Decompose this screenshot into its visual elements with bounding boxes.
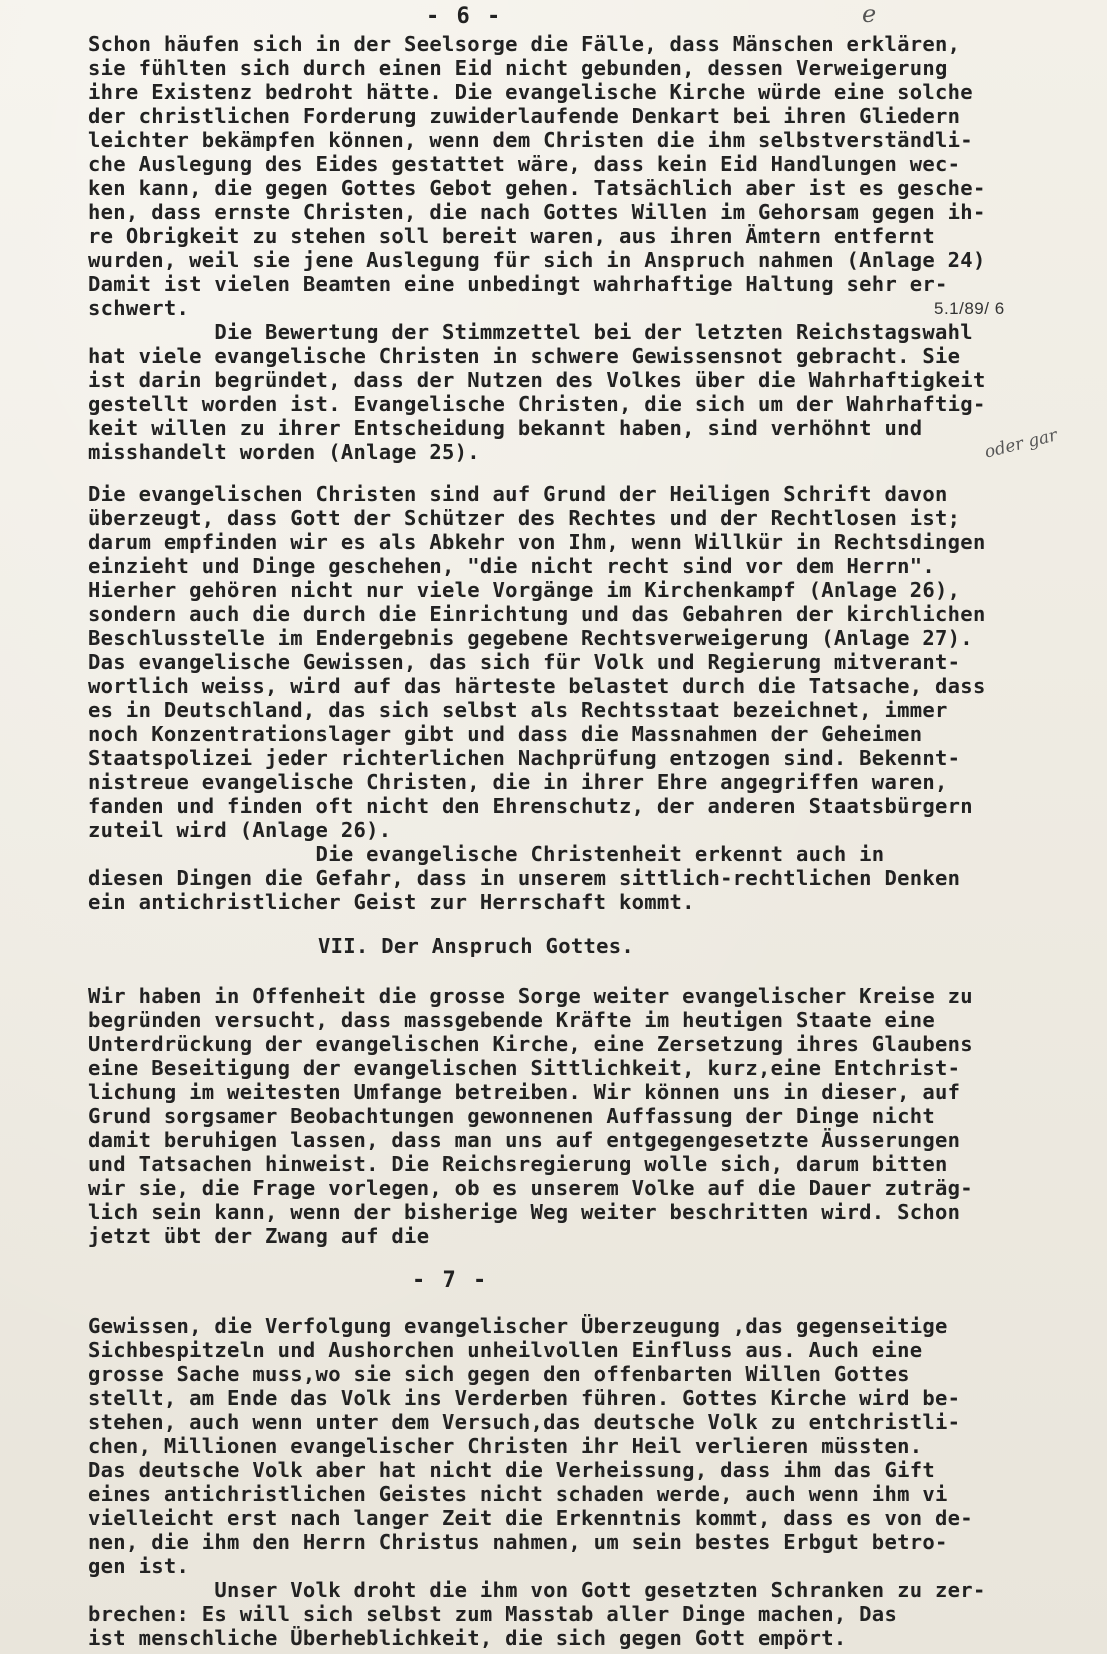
text-line: eines antichristlichen Geistes nicht schaden werde, auch wenn ihm vi — [88, 1482, 948, 1506]
text-line: leichter bekämpfen können, wenn dem Christen die ihm selbstverständli- — [88, 128, 973, 152]
text-line: damit beruhigen lassen, dass man uns auf entgegengesetzte Äusserungen — [88, 1128, 961, 1152]
section-heading: VII. Der Anspruch Gottes. — [318, 934, 635, 958]
text-line: Die Bewertung der Stimmzettel bei der letzten Reichstagswahl — [88, 320, 973, 344]
text-line: stellt, am Ende das Volk ins Verderben führen. Gottes Kirche wird be- — [88, 1386, 961, 1410]
text-line: chen, Millionen evangelischer Christen ihr Heil verlieren müssten. — [88, 1434, 923, 1458]
text-line: vielleicht erst nach langer Zeit die Erkenntnis kommt, dass es von de- — [88, 1506, 973, 1530]
text-line: Staatspolizei jeder richterlichen Nachprüfung entzogen sind. Bekennt- — [88, 746, 961, 770]
text-line: fanden und finden oft nicht den Ehrenschutz, der anderen Staatsbürgern — [88, 794, 973, 818]
text-line: Hierher gehören nicht nur viele Vorgänge im Kirchenkampf (Anlage 26), — [88, 578, 961, 602]
text-line: eine Beseitigung der evangelischen Sittlichkeit, kurz,eine Entchrist- — [88, 1056, 961, 1080]
text-line: ein antichristlicher Geist zur Herrschaft kommt. — [88, 890, 695, 914]
text-line: schwert. — [88, 296, 190, 320]
text-line: zuteil wird (Anlage 26). — [88, 818, 392, 842]
handwritten-margin-note: oder gar — [982, 425, 1060, 463]
text-line: begründen versucht, dass massgebende Kräfte im heutigen Staate eine — [88, 1008, 936, 1032]
text-line: stehen, auch wenn unter dem Versuch,das deutsche Volk zu entchristli- — [88, 1410, 961, 1434]
text-line: brechen: Es will sich selbst zum Masstab aller Dinge machen, Das — [88, 1602, 898, 1626]
text-line: es in Deutschland, das sich selbst als Rechtsstaat bezeichnet, immer — [88, 698, 948, 722]
handwritten-correction: e — [862, 0, 877, 28]
text-line: Beschlusstelle im Endergebnis gegebene Rechtsverweigerung (Anlage 27). — [88, 626, 973, 650]
text-line: jetzt übt der Zwang auf die — [88, 1224, 430, 1248]
text-line: Wir haben in Offenheit die grosse Sorge weiter evangelischer Kreise zu — [88, 984, 973, 1008]
text-line: sondern auch die durch die Einrichtung und das Gebahren der kirchlichen — [88, 602, 986, 626]
text-line: der christlichen Forderung zuwiderlaufende Denkart bei ihren Gliedern — [88, 104, 961, 128]
archive-stamp: 5.1/89/ 6 — [934, 299, 1005, 318]
text-line: hat viele evangelische Christen in schwere Gewissensnot gebracht. Sie — [88, 344, 961, 368]
text-line: Das deutsche Volk aber hat nicht die Verheissung, dass ihm das Gift — [88, 1458, 936, 1482]
text-line: Gewissen, die Verfolgung evangelischer Überzeugung ,das gegenseitige — [88, 1314, 948, 1338]
text-line: und Tatsachen hinweist. Die Reichsregierung wolle sich, darum bitten — [88, 1152, 948, 1176]
text-line: Unterdrückung der evangelischen Kirche, eine Zersetzung ihres Glaubens — [88, 1032, 973, 1056]
text-line: einzieht und Dinge geschehen, "die nicht recht sind vor dem Herrn". — [88, 554, 936, 578]
text-line: che Auslegung des Eides gestattet wäre, dass kein Eid Handlungen wec- — [88, 152, 961, 176]
page-number-top: - 6 - — [426, 4, 503, 29]
text-line: Grund sorgsamer Beobachtungen gewonnenen Auffassung der Dinge nicht — [88, 1104, 936, 1128]
text-line: wortlich weiss, wird auf das härteste belastet durch die Tatsache, dass — [88, 674, 986, 698]
text-line: sie fühlten sich durch einen Eid nicht gebunden, dessen Verweigerung — [88, 56, 948, 80]
text-line: nistreue evangelische Christen, die in ihrer Ehre angegriffen waren, — [88, 770, 948, 794]
text-line: hen, dass ernste Christen, die nach Gottes Willen im Gehorsam gegen ih- — [88, 200, 986, 224]
text-line: wurden, weil sie jene Auslegung für sich in Anspruch nahmen (Anlage 24) — [88, 248, 986, 272]
text-line: grosse Sache muss,wo sie sich gegen den offenbarten Willen Gottes — [88, 1362, 910, 1386]
text-line: noch Konzentrationslager gibt und dass die Massnahmen der Geheimen — [88, 722, 923, 746]
text-line: misshandelt worden (Anlage 25). — [88, 440, 480, 464]
text-line: lichung im weitesten Umfange betreiben. Wir können uns in dieser, auf — [88, 1080, 961, 1104]
text-line: ken kann, die gegen Gottes Gebot gehen. Tatsächlich aber ist es gesche- — [88, 176, 986, 200]
text-line: nen, die ihm den Herrn Christus nahmen, um sein bestes Erbgut betro- — [88, 1530, 948, 1554]
text-line: Sichbespitzeln und Aushorchen unheilvollen Einfluss aus. Auch eine — [88, 1338, 923, 1362]
text-line: Die evangelischen Christen sind auf Grund der Heiligen Schrift davon — [88, 482, 948, 506]
text-line: ihre Existenz bedroht hätte. Die evangelische Kirche würde eine solche — [88, 80, 973, 104]
text-line: gestellt worden ist. Evangelische Christen, die sich um der Wahrhaftig- — [88, 392, 986, 416]
text-line: Unser Volk droht die ihm von Gott gesetzten Schranken zu zer- — [88, 1578, 986, 1602]
text-line: Die evangelische Christenheit erkennt auch in — [88, 842, 885, 866]
text-line: Damit ist vielen Beamten eine unbedingt wahrhaftige Haltung sehr er- — [88, 272, 948, 296]
text-line: ist darin begründet, dass der Nutzen des Volkes über die Wahrhaftigkeit — [88, 368, 986, 392]
text-line: ist menschliche Überheblichkeit, die sich gegen Gott empört. — [88, 1626, 847, 1650]
text-line: wir sie, die Frage vorlegen, ob es unserem Volke auf die Dauer zuträg- — [88, 1176, 973, 1200]
text-line: keit willen zu ihrer Entscheidung bekannt haben, sind verhöhnt und — [88, 416, 923, 440]
page-number-mid: - 7 - — [412, 1268, 489, 1293]
text-line: überzeugt, dass Gott der Schützer des Rechtes und der Rechtlosen ist; — [88, 506, 961, 530]
text-line: lich sein kann, wenn der bisherige Weg weiter beschritten wird. Schon — [88, 1200, 961, 1224]
text-line: Schon häufen sich in der Seelsorge die Fälle, dass Mänschen erklären, — [88, 32, 961, 56]
text-line: gen ist. — [88, 1554, 190, 1578]
text-line: diesen Dingen die Gefahr, dass in unserem sittlich-rechtlichen Denken — [88, 866, 961, 890]
text-line: darum empfinden wir es als Abkehr von Ihm, wenn Willkür in Rechtsdingen — [88, 530, 986, 554]
text-line: Das evangelische Gewissen, das sich für Volk und Regierung mitverant- — [88, 650, 961, 674]
text-line: re Obrigkeit zu stehen soll bereit waren, aus ihren Ämtern entfernt — [88, 224, 936, 248]
